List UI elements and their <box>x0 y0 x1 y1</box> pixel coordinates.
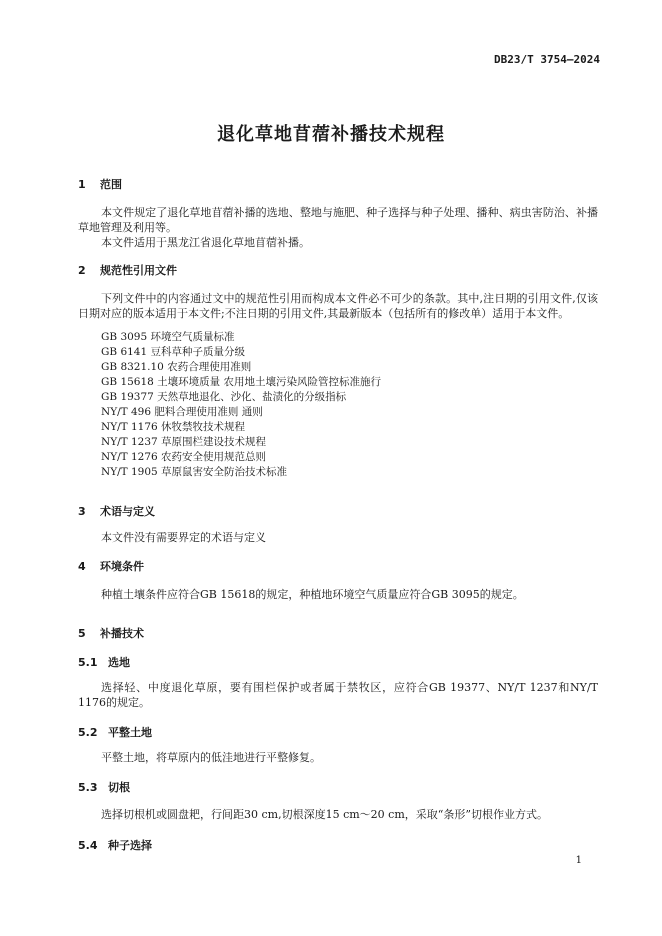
section-title: 种子选择 <box>108 839 152 852</box>
reference-list <box>101 330 601 480</box>
section-number: 5 <box>78 627 86 640</box>
section-number: 2 <box>78 264 86 277</box>
reference-item: GB 8321.10 农药合理使用准则 <box>101 361 252 373</box>
paragraph-terms: 本文件没有需要界定的术语与定义 <box>101 531 266 544</box>
page-number: 1 <box>575 855 582 866</box>
paragraph-site-selection: 选择轻、中度退化草原，要有围栏保护或者属于禁牧区，应符合GB 19377、NY/T 1237和NY/T 1176的规定。 <box>78 681 598 709</box>
section-title: 选地 <box>108 656 130 669</box>
reference-item: NY/T 1237 草原围栏建设技术规程 <box>101 436 267 448</box>
reference-item: NY/T 1905 草原鼠害安全防治技术标准 <box>101 466 288 478</box>
reference-item: GB 15618 土壤环境质量 农用地土壤污染风险管控标准施行 <box>101 376 382 388</box>
section-heading-2 <box>78 262 177 278</box>
section-heading-5-1 <box>78 654 130 670</box>
section-heading-5-3 <box>78 779 130 795</box>
reference-item: NY/T 1276 农药安全使用规范总则 <box>101 451 267 463</box>
section-heading-5 <box>78 625 144 641</box>
section-number: 5.4 <box>78 839 98 852</box>
paragraph-land-leveling: 平整土地，将草原内的低洼地进行平整修复。 <box>101 751 321 764</box>
section-title: 补播技术 <box>100 627 144 640</box>
reference-item: GB 19377 天然草地退化、沙化、盐渍化的分级指标 <box>101 391 347 403</box>
section-title: 范围 <box>100 178 122 191</box>
document-title: 退化草地苜蓿补播技术规程 <box>217 124 445 145</box>
section-title: 平整土地 <box>108 726 152 739</box>
paragraph-scope: 本文件规定了退化草地苜蓿补播的选地、整地与施肥、种子选择与种子处理、播种、病虫害防治、补播草地管理及利用等。 <box>78 206 598 234</box>
section-title: 术语与定义 <box>100 505 155 518</box>
document-code: DB23/T 3754—2024 <box>494 53 600 66</box>
section-heading-4 <box>78 558 144 574</box>
section-number: 1 <box>78 178 86 191</box>
section-number: 5.1 <box>78 656 98 669</box>
section-heading-5-4 <box>78 837 152 853</box>
section-heading-5-2 <box>78 724 152 740</box>
paragraph-root-cutting: 选择切根机或圆盘耙，行间距30 cm,切根深度15 cm～20 cm，采取“条形”切根作业方式。 <box>101 808 548 821</box>
section-heading-3 <box>78 503 155 519</box>
section-title: 切根 <box>108 781 130 794</box>
section-heading-1 <box>78 176 122 192</box>
paragraph-environment: 种植土壤条件应符合GB 15618的规定，种植地环境空气质量应符合GB 3095的规定。 <box>101 588 524 601</box>
reference-item: NY/T 1176 休牧禁牧技术规程 <box>101 421 246 433</box>
paragraph-applicability: 本文件适用于黑龙江省退化草地苜蓿补播。 <box>101 236 310 249</box>
reference-item: NY/T 496 肥料合理使用准则 通则 <box>101 406 263 418</box>
section-number: 3 <box>78 505 86 518</box>
section-number: 5.3 <box>78 781 98 794</box>
section-title: 环境条件 <box>100 560 144 573</box>
section-number: 4 <box>78 560 86 573</box>
reference-item: GB 3095 环境空气质量标准 <box>101 331 235 343</box>
paragraph-normative-refs: 下列文件中的内容通过文中的规范性引用而构成本文件必不可少的条款。其中,注日期的引用文件,仅该日期对应的版本适用于本文件;不注日期的引用文件,其最新版本（包括所有的修改单）适用于本文件。 <box>78 292 598 320</box>
section-title: 规范性引用文件 <box>100 264 177 277</box>
section-number: 5.2 <box>78 726 98 739</box>
reference-item: GB 6141 豆科草种子质量分级 <box>101 346 246 358</box>
